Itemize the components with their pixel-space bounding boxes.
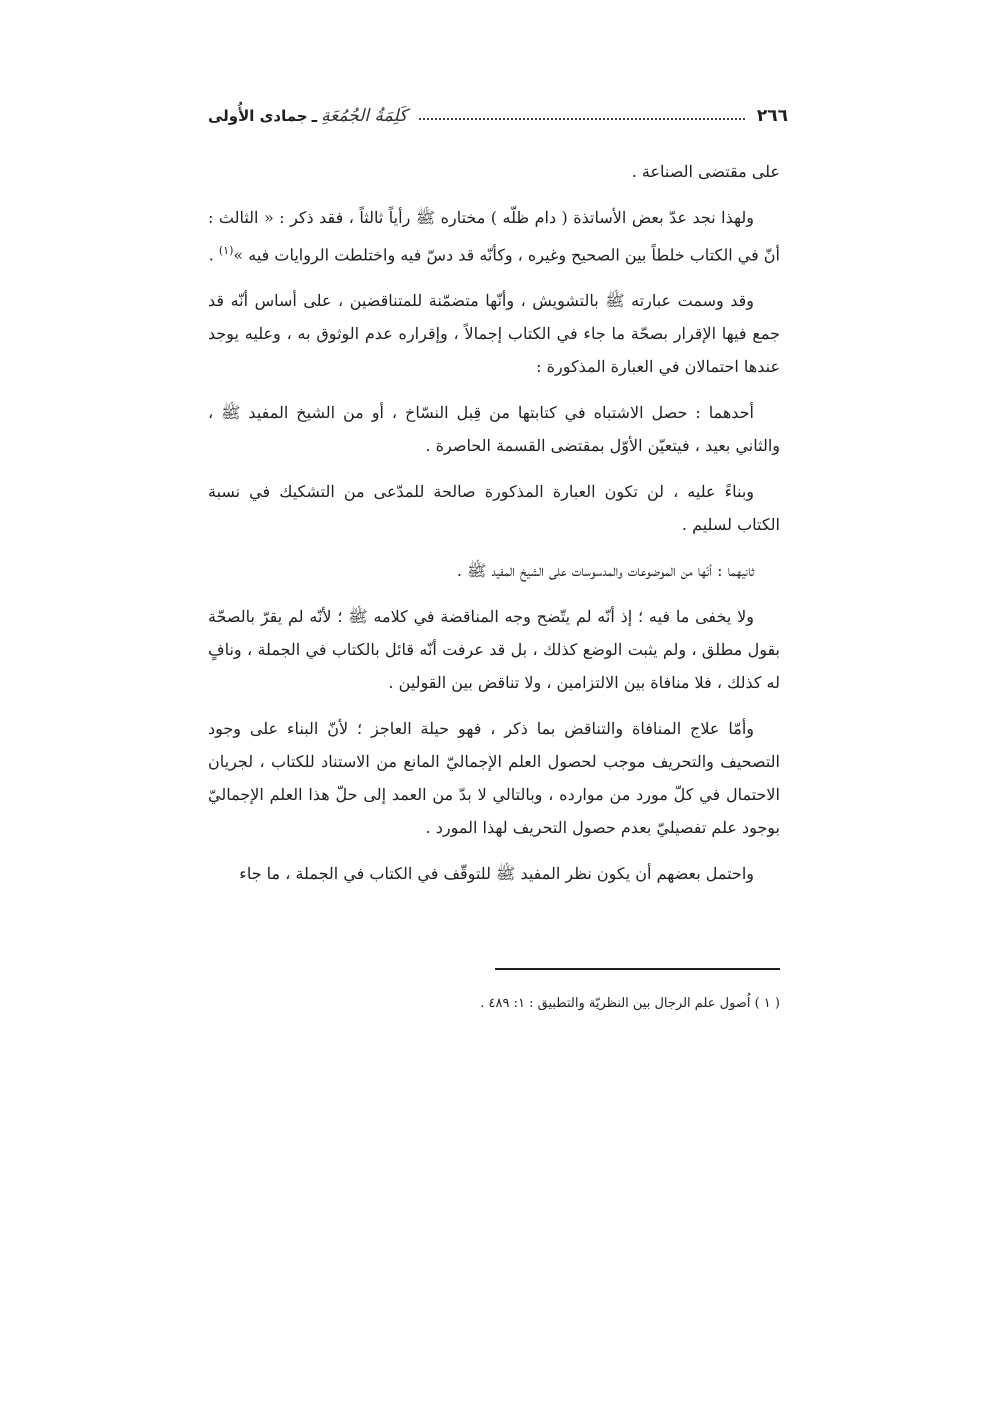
paragraph: ثانيهما : أنّها من الموضوعات والمدسوسات على الشيخ المفيد ﷺ . bbox=[456, 561, 754, 581]
paragraph-end: . bbox=[208, 245, 219, 265]
footnote: ( ١ ) اُصول علم الرجال بين النظريّة والتطبيق : ١: ٤٨٩ . bbox=[480, 996, 780, 1011]
paragraph: ولا يخفى ما فيه ؛ إذ أنّه لم يتّضح وجه المناقضة في كلامه ﷺ ؛ لأنّه لم يقرّ بالصحّة بقول مطلق ، ولم يثبت الوضع كذلك ، بل قد عرفت أنّه قائل بالكتاب في الجملة ، ونافٍ له كذلك ، فلا منافاة بين الالتزامين ، ولا تناقض بين القولين . bbox=[208, 607, 780, 693]
paragraph bbox=[208, 201, 780, 271]
footnote-reference: (١) bbox=[218, 244, 234, 257]
title-separator: ـ bbox=[311, 106, 318, 126]
book-logo: كَلِمَةُ الجُمُعَةِ bbox=[321, 106, 408, 126]
running-header bbox=[208, 100, 788, 132]
running-title bbox=[208, 106, 407, 126]
page-number: ٢٦٦ bbox=[756, 106, 788, 126]
running-title-text: جمادى الأُولى bbox=[208, 107, 308, 125]
dotted-leader bbox=[419, 118, 745, 120]
paragraph: وبناءً عليه ، لن تكون العبارة المذكورة صالحة للمدّعى من التشكيك في نسبة الكتاب لسليم . bbox=[208, 482, 780, 535]
paragraph: وأمّا علاج المنافاة والتناقض بما ذكر ، فهو حيلة العاجز ؛ لأنّ البناء على وجود التصحيف والتحريف موجب لحصول العلم الإجماليّ المانع من الاستناد للكتاب ، لجريان الاحتمال في كلّ مورد من موارده ، وبالتالي لا بدّ من العمد إلى حلّ هذا العلم الإجماليّ بوجود علم تفصيليّ بعدم حصول التحريف لهذا المورد . bbox=[208, 719, 780, 838]
paragraph: وقد وسمت عبارته ﷺ بالتشويش ، وأنّها متضمّنة للمتناقضين ، على أساس أنّه قد جمع فيها الإقرار بصحّة ما جاء في الكتاب إجمالاً ، وإقراره عدم الوثوق به ، وعليه يوجد عندها احتمالان في العبارة المذكورة : bbox=[208, 291, 780, 377]
paragraph-text: ولهذا نجد عدّ بعض الأساتذة ( دام ظلّه ) مختاره ﷺ رأياً ثالثاً ، فقد ذكر : « الثالث : أنّ في الكتاب خلطاً بين الصحيح وغيره ، وكأنّه قد دسّ فيه واختلطت الروايات فيه » bbox=[208, 208, 780, 265]
body-text bbox=[208, 155, 780, 903]
paragraph: واحتمل بعضهم أن يكون نظر المفيد ﷺ للتوقّف في الكتاب في الجملة ، ما جاء bbox=[239, 864, 754, 884]
paragraph: أحدهما : حصل الاشتباه في كتابتها من قِبل النسّاخ ، أو من الشيخ المفيد ﷺ ، والثاني بعيد ، فيتعيّن الأوّل بمقتضى القسمة الحاصرة . bbox=[208, 403, 780, 456]
footnote-divider bbox=[495, 968, 780, 970]
paragraph: على مقتضى الصناعة . bbox=[631, 162, 780, 181]
